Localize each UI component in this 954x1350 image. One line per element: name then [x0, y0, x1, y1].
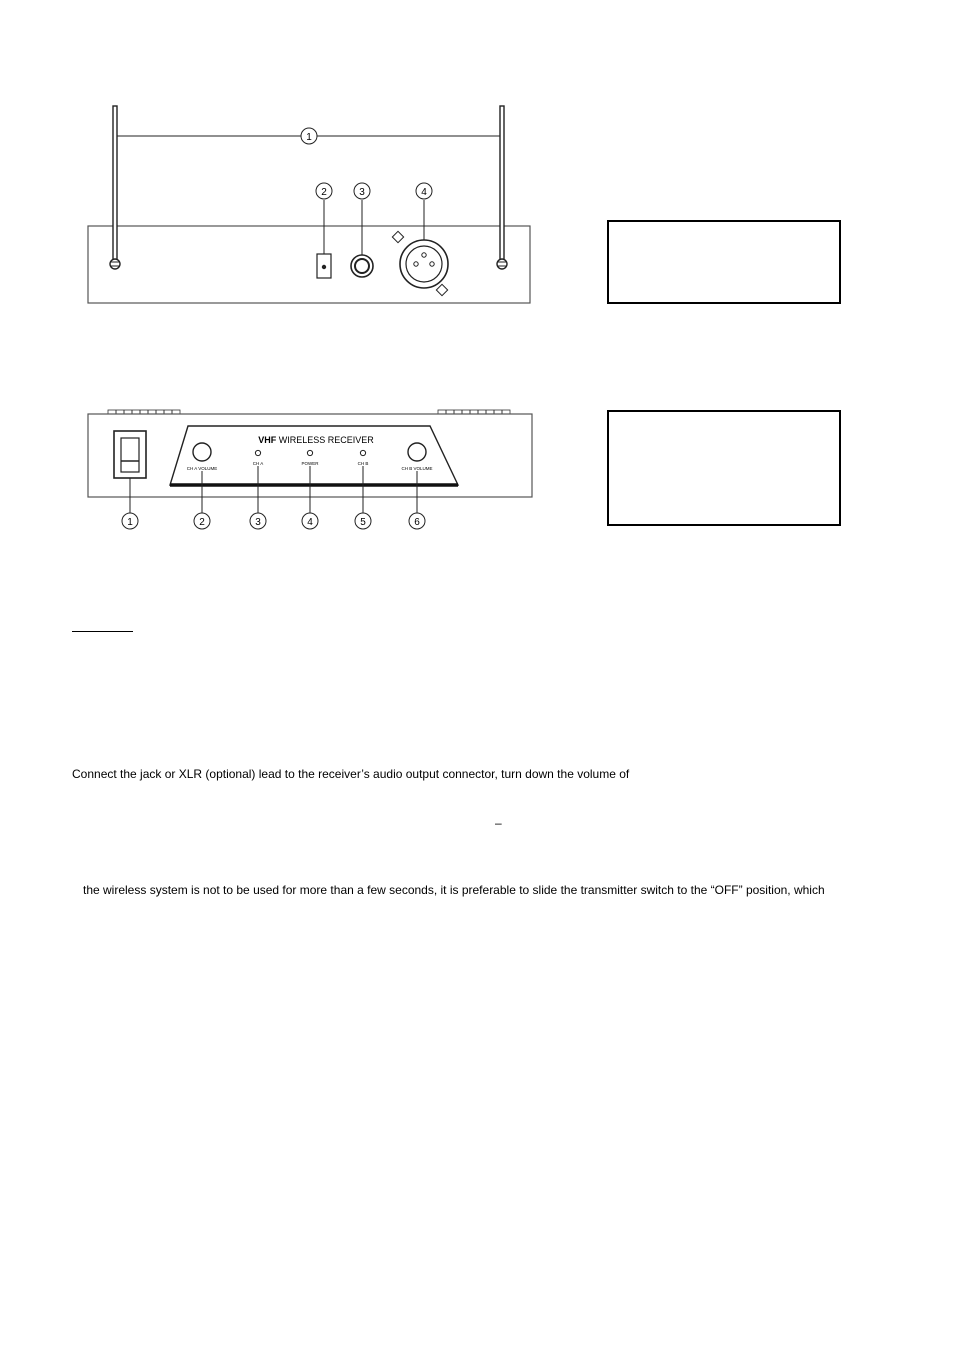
rear-chassis	[88, 226, 530, 303]
power-switch	[114, 431, 146, 478]
front-panel-diagram	[80, 405, 540, 535]
antenna-left	[113, 106, 117, 266]
callout-3	[354, 183, 370, 199]
antenna-right	[500, 106, 504, 266]
antenna-left-connector	[110, 259, 120, 269]
callout-f4	[302, 513, 318, 529]
svg-text:3: 3	[359, 187, 365, 198]
callout-f6	[409, 513, 425, 529]
callout-f2	[194, 513, 210, 529]
callout-f1	[122, 513, 138, 529]
connect-instruction-text: Connect the jack or XLR (optional) lead to the receiver’s audio output connector, turn down the volume of	[72, 767, 630, 781]
front-panel-legend-box	[607, 410, 841, 526]
callout-f3	[250, 513, 266, 529]
callout-f5	[355, 513, 371, 529]
svg-text:CH B VOLUME: CH B VOLUME	[401, 466, 433, 471]
svg-text:1: 1	[127, 517, 133, 528]
svg-text:2: 2	[321, 187, 327, 198]
brand-label: VHF WIRELESS RECEIVER	[258, 435, 374, 445]
wireless-usage-text: the wireless system is not to be used for more than a few seconds, it is preferable to slide the transmitter switch to the “OFF” position, which	[83, 883, 825, 897]
svg-text:1: 1	[306, 132, 312, 143]
section-heading-underline	[72, 631, 133, 632]
rear-panel-diagram	[80, 100, 540, 310]
antenna-right-connector	[497, 259, 507, 269]
svg-text:6: 6	[414, 517, 420, 528]
svg-text:CH A: CH A	[252, 461, 264, 466]
svg-text:3: 3	[255, 517, 261, 528]
rear-panel-legend-box	[607, 220, 841, 304]
svg-text:4: 4	[421, 187, 427, 198]
callout-1	[301, 128, 317, 144]
jack-output	[351, 255, 373, 277]
svg-text:CH B: CH B	[357, 461, 369, 466]
callout-4	[416, 183, 432, 199]
svg-text:4: 4	[307, 517, 313, 528]
dash-mark: –	[495, 816, 502, 830]
callout-2	[316, 183, 332, 199]
svg-text:2: 2	[199, 517, 205, 528]
svg-text:5: 5	[360, 517, 366, 528]
svg-text:POWER: POWER	[301, 461, 319, 466]
dc-power-jack	[317, 254, 331, 278]
svg-text:CH A VOLUME: CH A VOLUME	[186, 466, 218, 471]
